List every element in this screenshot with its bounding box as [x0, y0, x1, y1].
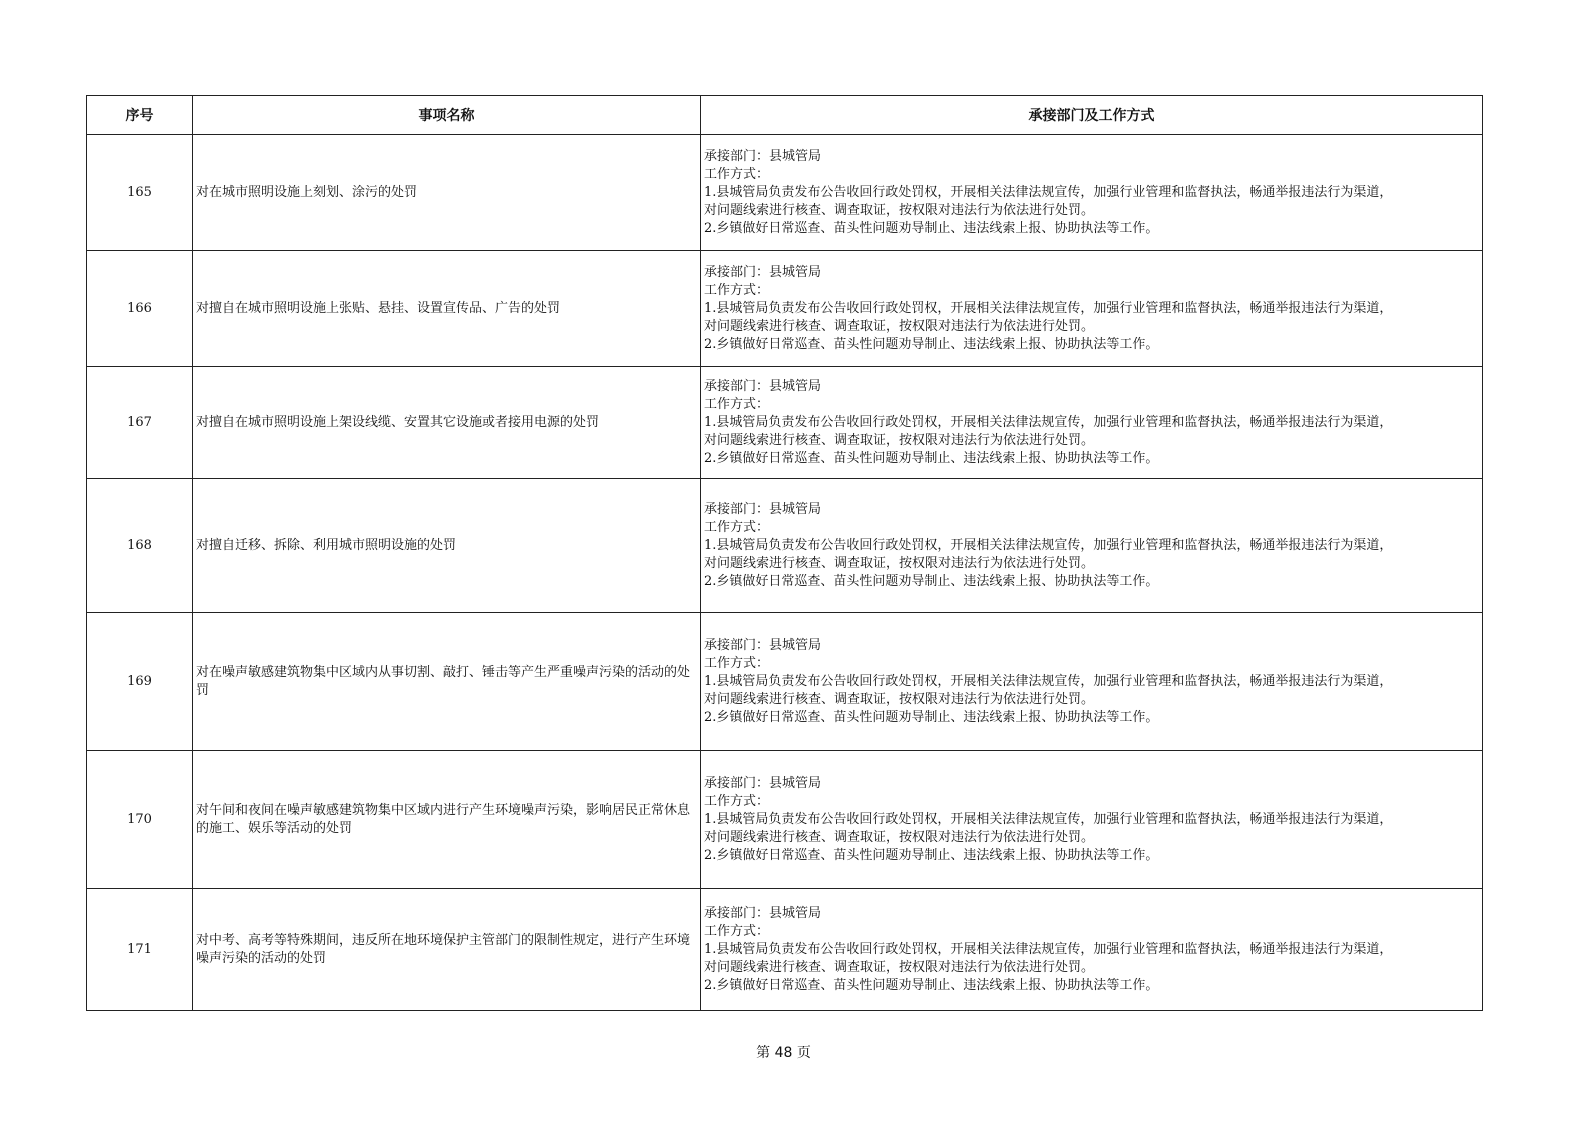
row-method [701, 751, 1483, 889]
method-item2: 2.乡镇做好日常巡查、苗头性问题劝导制止、违法线索上报、协助执法等工作。 [704, 977, 1159, 993]
method-mode: 工作方式： [704, 793, 770, 809]
method-dept: 承接部门：县城管局 [704, 264, 822, 280]
row-name: 对午间和夜间在噪声敏感建筑物集中区域内进行产生环境噪声污染，影响居民正常休息的施工、娱乐等活动的处罚 [193, 751, 701, 889]
row-name: 对在噪声敏感建筑物集中区域内从事切割、敲打、锤击等产生严重噪声污染的活动的处罚 [193, 613, 701, 751]
method-item2: 2.乡镇做好日常巡查、苗头性问题劝导制止、违法线索上报、协助执法等工作。 [704, 450, 1159, 466]
row-method [701, 367, 1483, 479]
method-mode: 工作方式： [704, 396, 770, 412]
page-number: 第 48 页 [756, 1045, 811, 1061]
table-row [87, 889, 1483, 1011]
method-item1: 1.县城管局负责发布公告收回行政处罚权，开展相关法律法规宣传，加强行业管理和监督执法，畅通举报违法行为渠道， [704, 414, 1393, 430]
method-item1: 1.县城管局负责发布公告收回行政处罚权，开展相关法律法规宣传，加强行业管理和监督执法，畅通举报违法行为渠道， [704, 673, 1393, 689]
row-name: 对在城市照明设施上刻划、涂污的处罚 [193, 135, 701, 251]
header-index: 序号 [87, 96, 193, 135]
method-item2: 2.乡镇做好日常巡查、苗头性问题劝导制止、违法线索上报、协助执法等工作。 [704, 573, 1159, 589]
row-name: 对擅自迁移、拆除、利用城市照明设施的处罚 [193, 479, 701, 613]
method-item1-cont: 对问题线索进行核查、调查取证，按权限对违法行为依法进行处罚。 [704, 202, 1095, 218]
row-index: 165 [87, 135, 193, 251]
table-row [87, 479, 1483, 613]
table-row [87, 367, 1483, 479]
row-index: 166 [87, 251, 193, 367]
method-item1: 1.县城管局负责发布公告收回行政处罚权，开展相关法律法规宣传，加强行业管理和监督执法，畅通举报违法行为渠道， [704, 300, 1393, 316]
method-dept: 承接部门：县城管局 [704, 637, 822, 653]
method-mode: 工作方式： [704, 655, 770, 671]
row-index: 171 [87, 889, 193, 1011]
method-item1: 1.县城管局负责发布公告收回行政处罚权，开展相关法律法规宣传，加强行业管理和监督执法，畅通举报违法行为渠道， [704, 184, 1393, 200]
method-item1: 1.县城管局负责发布公告收回行政处罚权，开展相关法律法规宣传，加强行业管理和监督执法，畅通举报违法行为渠道， [704, 537, 1393, 553]
row-method [701, 889, 1483, 1011]
header-name: 事项名称 [193, 96, 701, 135]
method-mode: 工作方式： [704, 166, 770, 182]
method-mode: 工作方式： [704, 923, 770, 939]
table-header-row [87, 96, 1483, 135]
method-item1-cont: 对问题线索进行核查、调查取证，按权限对违法行为依法进行处罚。 [704, 432, 1095, 448]
method-dept: 承接部门：县城管局 [704, 775, 822, 791]
method-item1-cont: 对问题线索进行核查、调查取证，按权限对违法行为依法进行处罚。 [704, 691, 1095, 707]
method-item1: 1.县城管局负责发布公告收回行政处罚权，开展相关法律法规宣传，加强行业管理和监督执法，畅通举报违法行为渠道， [704, 941, 1393, 957]
row-method [701, 135, 1483, 251]
row-index: 170 [87, 751, 193, 889]
method-item2: 2.乡镇做好日常巡查、苗头性问题劝导制止、违法线索上报、协助执法等工作。 [704, 220, 1159, 236]
row-index: 169 [87, 613, 193, 751]
row-method [701, 251, 1483, 367]
table-row [87, 751, 1483, 889]
method-dept: 承接部门：县城管局 [704, 378, 822, 394]
method-dept: 承接部门：县城管局 [704, 501, 822, 517]
row-name: 对擅自在城市照明设施上架设线缆、安置其它设施或者接用电源的处罚 [193, 367, 701, 479]
method-item1-cont: 对问题线索进行核查、调查取证，按权限对违法行为依法进行处罚。 [704, 959, 1095, 975]
table-row [87, 613, 1483, 751]
method-item1: 1.县城管局负责发布公告收回行政处罚权，开展相关法律法规宣传，加强行业管理和监督执法，畅通举报违法行为渠道， [704, 811, 1393, 827]
method-mode: 工作方式： [704, 282, 770, 298]
row-name: 对擅自在城市照明设施上张贴、悬挂、设置宣传品、广告的处罚 [193, 251, 701, 367]
row-method [701, 479, 1483, 613]
method-dept: 承接部门：县城管局 [704, 905, 822, 921]
header-method: 承接部门及工作方式 [701, 96, 1483, 135]
method-item1-cont: 对问题线索进行核查、调查取证，按权限对违法行为依法进行处罚。 [704, 555, 1095, 571]
method-mode: 工作方式： [704, 519, 770, 535]
row-index: 168 [87, 479, 193, 613]
row-index: 167 [87, 367, 193, 479]
table-body [87, 135, 1483, 1011]
table-row [87, 251, 1483, 367]
method-item1-cont: 对问题线索进行核查、调查取证，按权限对违法行为依法进行处罚。 [704, 829, 1095, 845]
row-method [701, 613, 1483, 751]
method-item1-cont: 对问题线索进行核查、调查取证，按权限对违法行为依法进行处罚。 [704, 318, 1095, 334]
table-row [87, 135, 1483, 251]
row-name: 对中考、高考等特殊期间，违反所在地环境保护主管部门的限制性规定，进行产生环境噪声污染的活动的处罚 [193, 889, 701, 1011]
method-item2: 2.乡镇做好日常巡查、苗头性问题劝导制止、违法线索上报、协助执法等工作。 [704, 847, 1159, 863]
method-item2: 2.乡镇做好日常巡查、苗头性问题劝导制止、违法线索上报、协助执法等工作。 [704, 336, 1159, 352]
matters-table [86, 95, 1483, 1011]
method-dept: 承接部门：县城管局 [704, 148, 822, 164]
document-table-wrapper [86, 95, 1482, 1011]
method-item2: 2.乡镇做好日常巡查、苗头性问题劝导制止、违法线索上报、协助执法等工作。 [704, 709, 1159, 725]
